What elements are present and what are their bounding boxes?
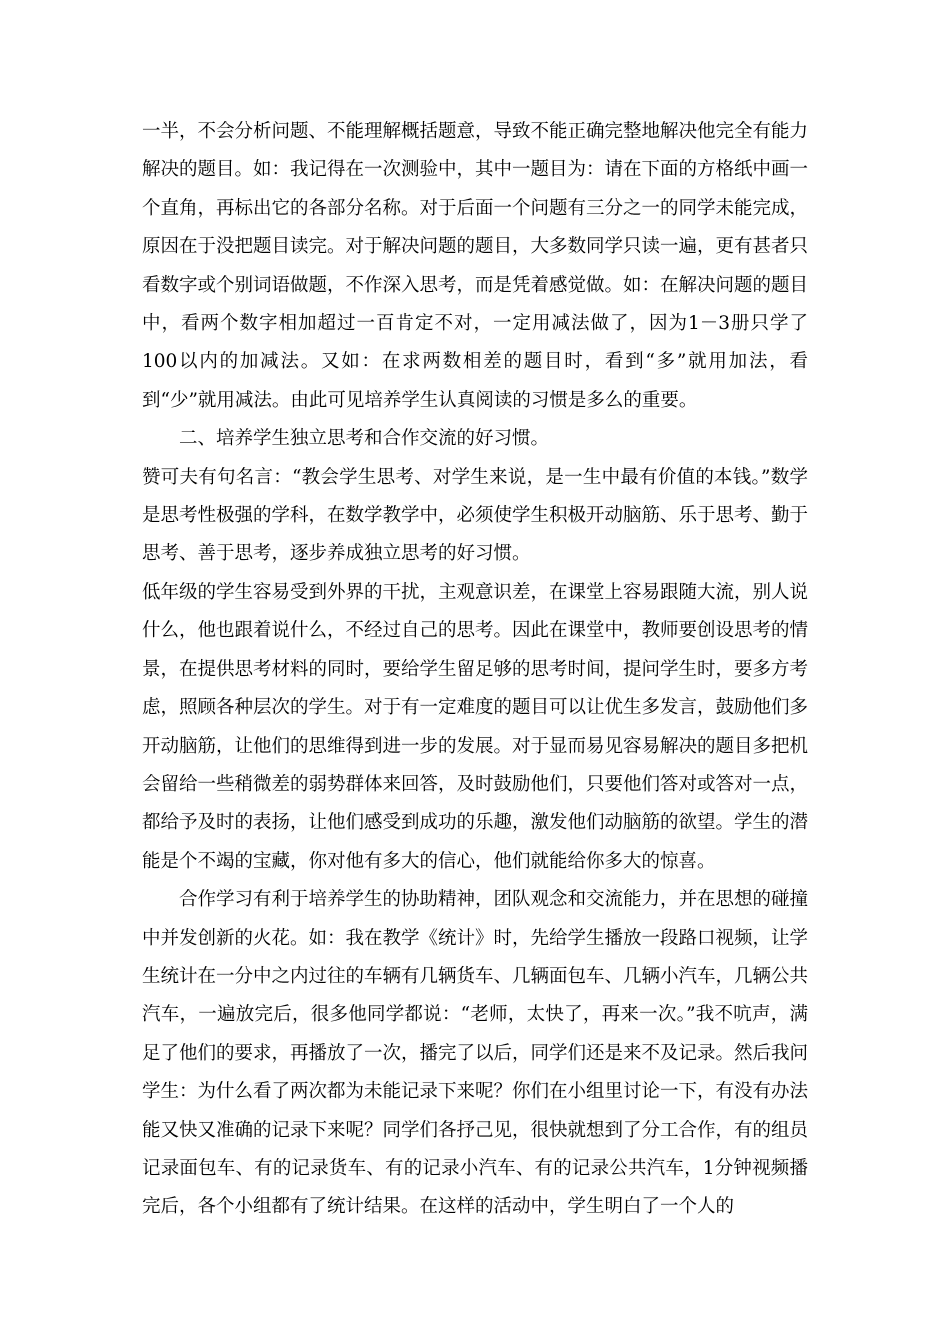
paragraph-zankov-quote: 赞可夫有句名言：“教会学生思考、对学生来说，是一生中最有价值的本钱。”数学是思考性极强的学科，在数学教学中，必须使学生积极开动脑筋、乐于思考、勤于思考、善于思考，逐步养成独立思考的好习惯。 [142, 466, 809, 565]
paragraph-reading-habit-example: 一半，不会分析问题、不能理解概括题意，导致不能正确完整地解决他完全有能力解决的题目。如：我记得在一次测验中，其中一题目为：请在下面的方格纸中画一个直角，再标出它的各部分名称。对于后面一个问题有三分之一的同学未能完成，原因在于没把题目读完。对于解决问题的题目，大多数同学只读一遍，更有甚者只看数字或个别词语做题，不作深入思考，而是凭着感觉做。如：在解决问题的题目中，看两个数字相加超过一百肯定不对，一定用减法做了，因为1－3册只学了100以内的加减法。又如：在求两数相差的题目时，看到“多”就用加法，看到“少”就用减法。由此可见培养学生认真阅读的习惯是多么的重要。 [142, 121, 809, 411]
section-heading-independent-thinking: 二、培养学生独立思考和合作交流的好习惯。 [179, 428, 550, 450]
paragraph-lower-grade-students: 低年级的学生容易受到外界的干扰，主观意识差，在课堂上容易跟随大流，别人说什么，他也跟着说什么，不经过自己的思考。因此在课堂中，教师要创设思考的情景，在提供思考材料的同时，要给学生留足够的思考时间，提问学生时，要多方考虑，照顾各种层次的学生。对于有一定难度的题目可以让优生多发言，鼓励他们多开动脑筋，让他们的思维得到进一步的发展。对于显而易见容易解决的题目多把机会留给一些稍微差的弱势群体来回答，及时鼓励他们，只要他们答对或答对一点，都给予及时的表扬，让他们感受到成功的乐趣，激发他们动脑筋的欲望。学生的潜能是个不竭的宝藏，你对他有多大的信心，他们就能给你多大的惊喜。 [142, 581, 809, 872]
paragraph-cooperative-learning: 合作学习有利于培养学生的协助精神，团队观念和交流能力，并在思想的碰撞中并发创新的火花。如：我在教学《统计》时，先给学生播放一段路口视频，让学生统计在一分中之内过往的车辆有几辆货车、几辆面包车、几辆小汽车，几辆公共汽车，一遍放完后，很多他同学都说：“老师，太快了，再来一次。”我不吭声，满足了他们的要求，再播放了一次，播完了以后，同学们还是来不及记录。然后我问学生：为什么看了两次都为未能记录下来呢？你们在小组里讨论一下，有没有办法能又快又准确的记录下来呢？同学们各抒己见，很快就想到了分工合作，有的组员记录面包车、有的记录货车、有的记录小汽车、有的记录公共汽车，1分钟视频播完后，各个小组都有了统计结果。在这样的活动中，学生明白了一个人的 [142, 889, 809, 1218]
document-body [142, 113, 808, 1227]
